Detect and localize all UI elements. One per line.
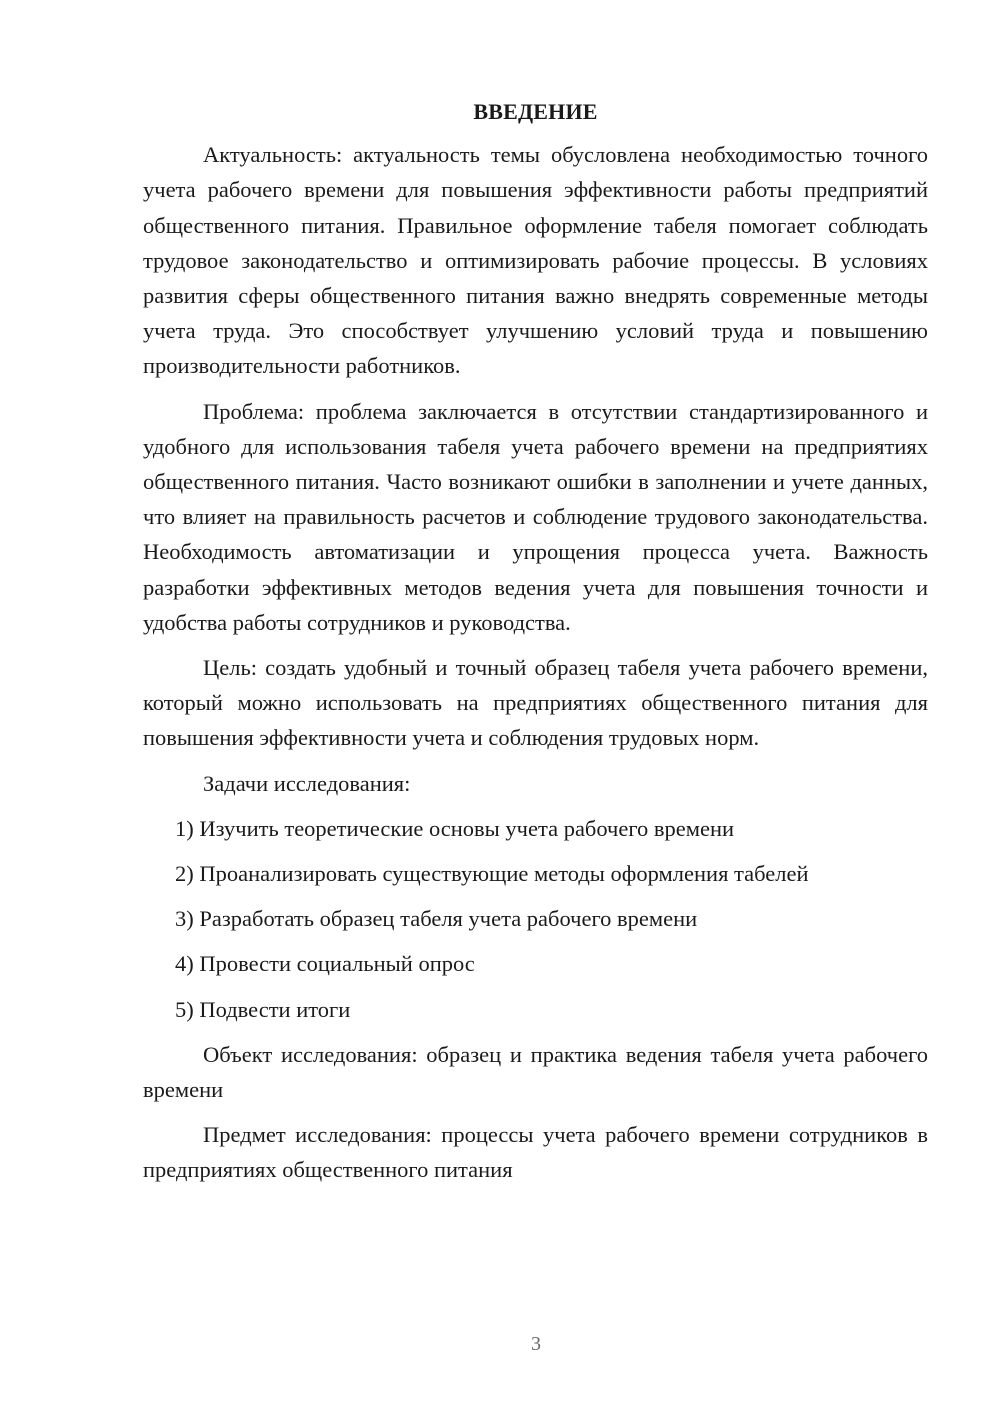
task-item: 5) Подвести итоги	[175, 996, 351, 1022]
section-title: ВВЕДЕНИЕ	[473, 99, 598, 124]
goal-paragraph: Цель: создать удобный и точный образец табеля учета рабочего времени, который можно использовать на предприятиях общественного питания для повышения эффективности учета и соблюдения трудовых норм.	[143, 655, 928, 751]
tasks-heading: Задачи исследования:	[203, 770, 411, 796]
relevance-paragraph: Актуальность: актуальность темы обусловлена необходимостью точного учета рабочего времени для повышения эффективности работы предприятий общественного питания. Правильное оформление табеля помогает соблюдать трудовое законодательство и оптимизировать рабочие процессы. В условиях развития сферы общественного питания важно внедрять современные методы учета труда. Это способствует улучшению условий труда и повышению производительности работников.	[143, 142, 928, 379]
task-item: 2) Проанализировать существующие методы оформления табелей	[175, 861, 809, 887]
subject-paragraph: Предмет исследования: процессы учета рабочего времени сотрудников в предприятиях общественного питания	[143, 1122, 928, 1183]
problem-paragraph: Проблема: проблема заключается в отсутствии стандартизированного и удобного для использования табеля учета рабочего времени на предприятиях общественного питания. Часто возникают ошибки в заполнении и учете данных, что влияет на правильность расчетов и соблюдение трудового законодательства. Необходимость автоматизации и упрощения процесса учета. Важность разработки эффективных методов ведения учета для повышения точности и удобства работы сотрудников и руководства.	[143, 398, 928, 635]
page-content	[143, 94, 928, 1198]
task-item: 3) Разработать образец табеля учета рабочего времени	[175, 906, 698, 932]
task-item: 1) Изучить теоретические основы учета рабочего времени	[175, 815, 735, 841]
tasks-list	[143, 811, 928, 1027]
task-item: 4) Провести социальный опрос	[175, 951, 475, 977]
object-paragraph: Объект исследования: образец и практика ведения табеля учета рабочего времени	[143, 1041, 928, 1103]
page-number: 3	[531, 1333, 541, 1355]
